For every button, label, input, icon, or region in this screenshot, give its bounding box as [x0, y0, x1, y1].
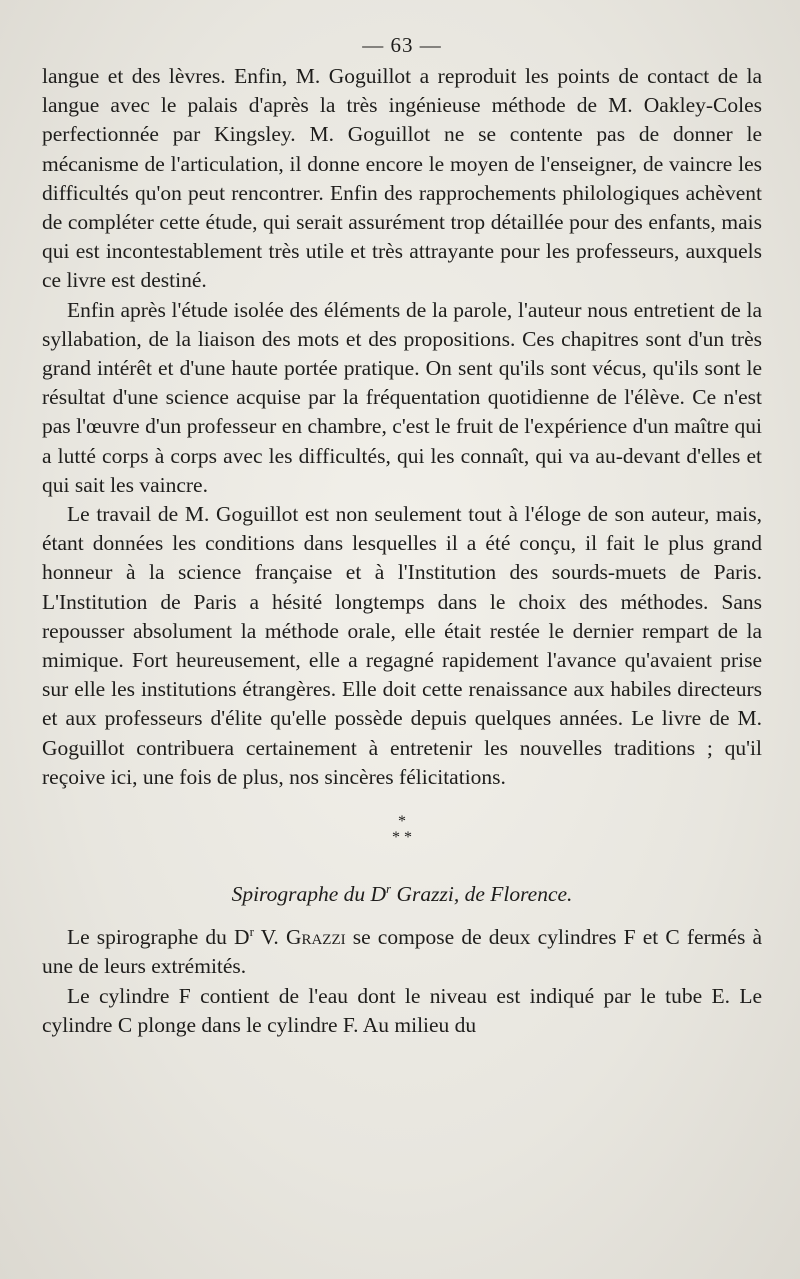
- section-title-sup: r: [386, 880, 392, 896]
- section-title: [42, 880, 762, 909]
- section-title-suffix: Grazzi, de Florence.: [391, 882, 573, 907]
- section-separator: [42, 814, 762, 846]
- paragraph-institution: Le travail de M. Goguillot est non seulement tout à l'éloge de son auteur, mais, étant données les conditions dans lesquelles il a été conçu, il fait le plus grand honneur à la science française et à l'Institution des sourds-muets de Paris. L'Institution de Paris a hésité longtemps dans le choix des méthodes. Sans repousser absolument la méthode orale, elle était restée le dernier rempart de la mimique. Fort heureusement, elle a regagné rapidement l'avance qu'avaient prise sur elle les institutions étrangères. Elle doit cette renaissance aux habiles directeurs et aux professeurs d'élite qu'elle possède depuis quelques années. Le livre de M. Goguillot contribuera certainement à entretenir les nouvelles traditions ; qu'il reçoive ici, une fois de plus, nos sincères félicitations.: [42, 502, 762, 789]
- paragraph-spirographe-intro: Le spirographe du $D^r$ V. Grazzi se compose de deux cylindres F et C fermés à une de leurs extrémités.: [42, 924, 762, 979]
- paragraph-syllabation: Enfin après l'étude isolée des éléments de la parole, l'auteur nous entretient de la syllabation, de la liaison des mots et des propositions. Ces chapitres sont d'un très grand intérêt et d'une haute portée pratique. On sent qu'ils sont vécus, qu'ils sont le résultat d'une science acquise par la fréquentation quotidienne de l'élève. Ce n'est pas l'œuvre d'un professeur en chambre, c'est le fruit de l'expérience d'un maître qui a lutté corps à corps avec les difficultés, qui les connaît, qui va au-devant d'elles et qui sait les vaincre.: [42, 297, 762, 497]
- author-name: Grazzi: [285, 925, 346, 950]
- page-number: — 63 —: [362, 33, 442, 57]
- separator-star-top: *: [398, 813, 406, 831]
- section-title-prefix: Spirographe du D: [231, 882, 387, 907]
- separator-stars-bottom: * *: [392, 829, 412, 847]
- paragraph-cylindre: Le cylindre F contient de l'eau dont le niveau est indiqué par le tube E. Le cylindre C plonge dans le cylindre F. Au milieu du: [42, 983, 762, 1037]
- paragraph-continuation: langue et des lèvres. Enfin, M. Goguillot a reproduit les points de contact de la langue avec le palais d'après la très ingénieuse méthode de M. Oakley-Coles perfectionnée par Kingsley. M. Goguillot ne se contente pas de donner le mécanisme de l'articulation, il donne encore le moyen de l'enseigner, de vaincre les difficultés qu'on peut rencontrer. Enfin des rapprochements philologiques achèvent de compléter cette étude, qui serait assurément trop détaillée pour des enfants, mais qui est incontestablement très utile et très attrayante pour les professeurs, auxquels ce livre est destiné.: [42, 64, 762, 293]
